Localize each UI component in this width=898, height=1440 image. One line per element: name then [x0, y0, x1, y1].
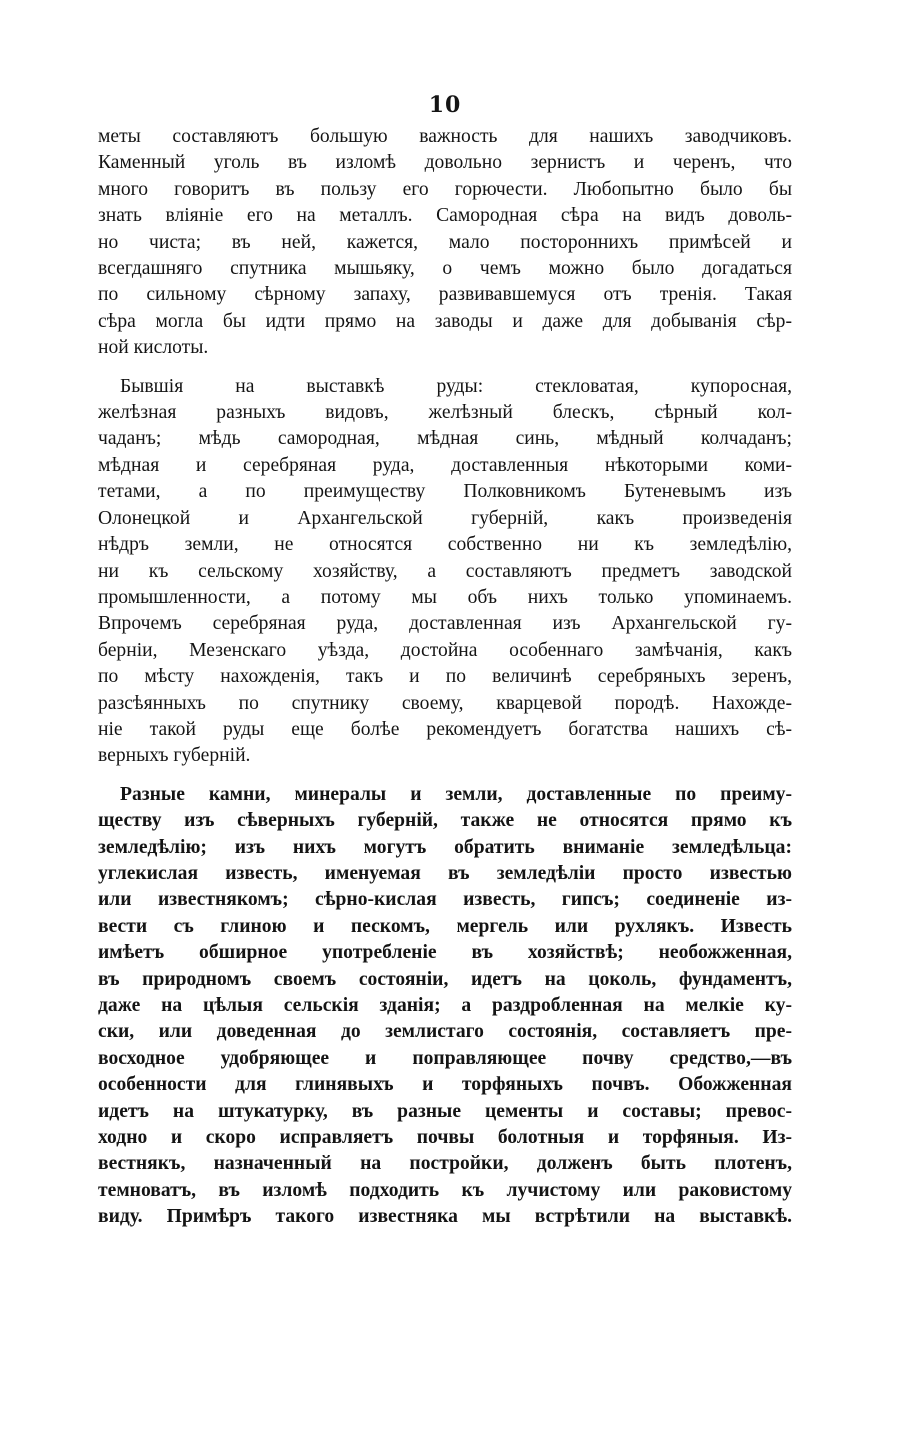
text-line: Каменный уголь въ изломѣ довольно зернистъ и черенъ, что [98, 152, 792, 174]
text-line: по мѣсту нахожденія, такъ и по величинѣ серебряныхъ зеренъ, [98, 666, 792, 688]
text-line: углекислая известь, именуемая въ земледѣліи просто известью [98, 862, 792, 884]
text-line: промышленности, а потому мы объ нихъ только упоминаемъ. [98, 586, 792, 608]
text-line: вестнякъ, назначенный на постройки, долженъ быть плотенъ, [98, 1153, 792, 1175]
text-line: разсѣянныхъ по спутнику своему, кварцевой породѣ. Нахожде- [98, 692, 792, 714]
text-line: Разные камни, минералы и земли, доставленные по преиму- [120, 783, 792, 805]
text-line: тетами, а по преимуществу Полковникомъ Бутеневымъ изъ [98, 481, 792, 503]
text-line: особенности для глинявыхъ и торфяныхъ почвъ. Обожженная [98, 1074, 792, 1096]
text-line: всегдашняго спутника мышьяку, о чемъ можно было догадаться [98, 258, 792, 280]
text-line: ществу изъ сѣверныхъ губерній, также не относятся прямо къ [98, 810, 792, 832]
text-line: даже на цѣлыя сельскія зданія; а раздробленная на мелкіе ку- [98, 995, 792, 1016]
text-line: Бывшія на выставкѣ руды: стекловатая, купоросная, [120, 375, 792, 397]
text-line: ни къ сельскому хозяйству, а составляютъ предметъ заводской [98, 560, 792, 582]
text-line: по сильному сѣрному запаху, развивавшемуся отъ тренія. Такая [98, 284, 792, 306]
text-line: земледѣлію; изъ нихъ могутъ обратить вниманіе земледѣльца: [98, 836, 792, 858]
text-line: восходное удобряющее и поправляющее почву средство,—въ [98, 1047, 792, 1069]
text-line: имѣетъ обширное употребленіе въ хозяйствѣ; необожженная, [98, 942, 792, 964]
text-line: желѣзная разныхъ видовъ, желѣзный блескъ, сѣрный кол- [98, 402, 792, 424]
document-page [98, 92, 792, 1231]
text-line: сѣра могла бы идти прямо на заводы и даже для добыванія сѣр- [98, 310, 792, 332]
text-line: берніи, Мезенскаго уѣзда, достойна особеннаго замѣчанія, какъ [98, 639, 792, 661]
text-line: въ природномъ своемъ состояніи, идетъ на цоколь, фундаментъ, [98, 968, 792, 990]
paragraph-3 [98, 782, 792, 1231]
text-line: ски, или доведенная до землистаго состоянія, составляетъ пре- [98, 1021, 792, 1043]
paragraph-1 [98, 124, 792, 362]
text-line: идетъ на штукатурку, въ разные цементы и составы; превос- [98, 1100, 792, 1122]
text-line: ходно и скоро исправляетъ почвы болотныя и торфяныя. Из- [98, 1127, 792, 1149]
text-line: чаданъ; мѣдь самородная, мѣдная синь, мѣдный колчаданъ; [98, 428, 792, 450]
text-line: верныхъ губерній. [98, 745, 251, 767]
text-line: много говоритъ въ пользу его горючести. Любопытно было бы [98, 178, 792, 200]
page-number: 10 [428, 92, 462, 118]
text-line: Впрочемъ серебряная руда, доставленная изъ Архангельской гу- [98, 613, 792, 635]
text-line: нѣдръ земли, не относятся собственно ни къ земледѣлію, [98, 534, 792, 556]
text-line: мѣдная и серебряная руда, доставленныя нѣкоторыми коми- [98, 454, 792, 476]
text-line: Олонецкой и Архангельской губерній, какъ произведенія [98, 507, 792, 529]
paragraph-2 [98, 374, 792, 770]
text-line: вести съ глиною и пескомъ, мергель или рухлякъ. Известь [98, 915, 792, 937]
text-line: или известнякомъ; сѣрно-кислая известь, гипсъ; соединеніе из- [98, 889, 792, 911]
text-line: ной кислоты. [98, 337, 209, 359]
text-line: ніе такой руды еще болѣе рекомендуетъ богатства нашихъ сѣ- [98, 718, 792, 740]
text-line: темноватъ, въ изломѣ подходить къ лучистому или раковистому [98, 1179, 792, 1201]
text-line: меты составляютъ большую важность для нашихъ заводчиковъ. [98, 126, 792, 147]
text-line: но чиста; въ ней, кажется, мало постороннихъ примѣсей и [98, 231, 792, 253]
text-line: знать вліяніе его на металлъ. Самородная сѣра на видъ доволь- [98, 205, 792, 227]
text-line: виду. Примѣръ такого известняка мы встрѣтили на выставкѣ. [98, 1206, 792, 1228]
